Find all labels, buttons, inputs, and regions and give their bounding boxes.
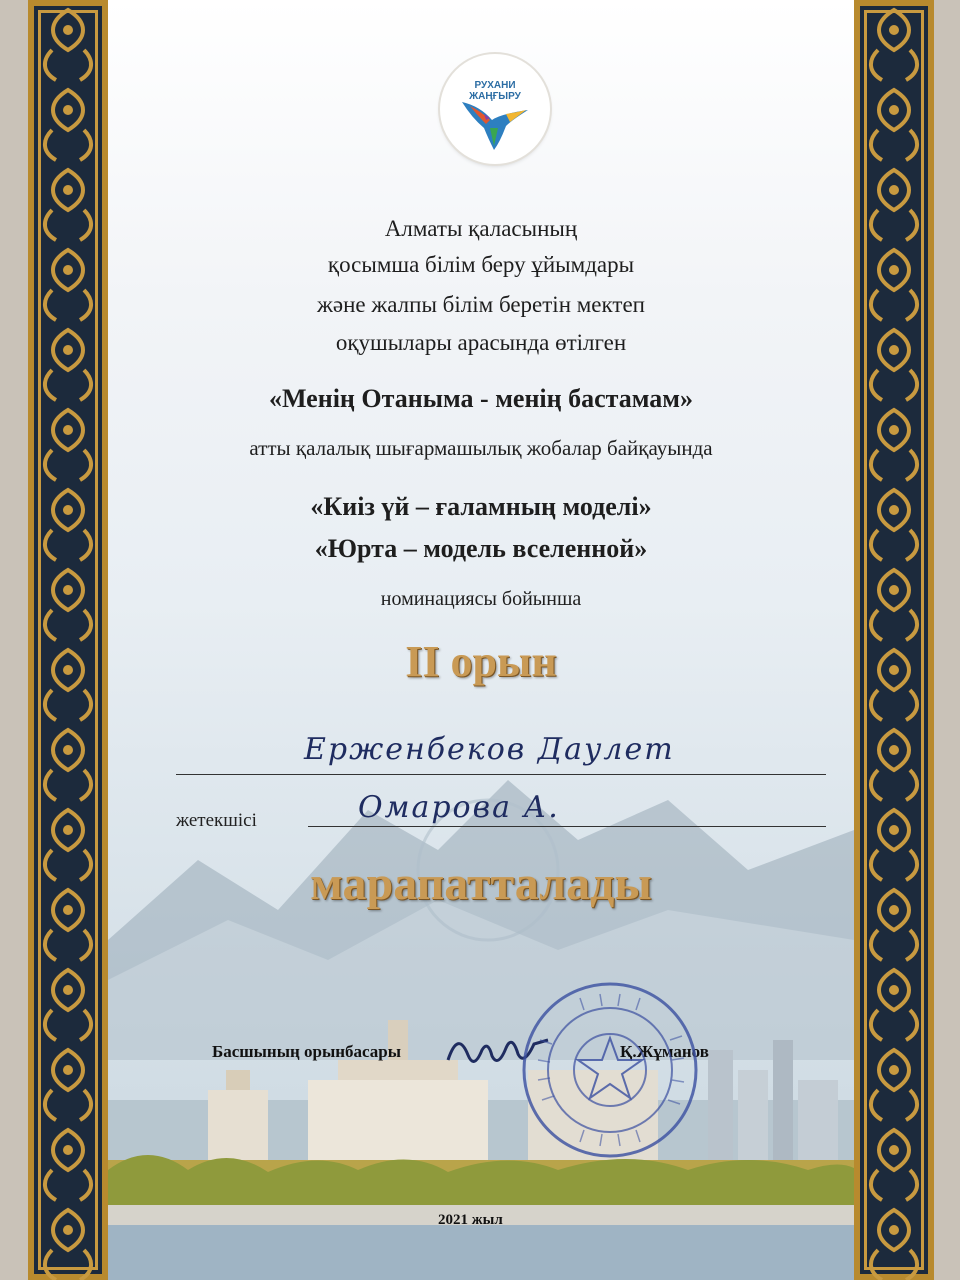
- ornament-motif: [45, 1210, 91, 1280]
- nomination-label: номинациясы бойынша: [380, 588, 582, 610]
- right-ornament-border: [854, 0, 934, 1280]
- ornament-motif: [871, 1130, 917, 1200]
- intro-line-1: Алматы қаласының: [384, 216, 578, 241]
- ornament-motif: [45, 170, 91, 240]
- ornament-motif: [871, 890, 917, 960]
- ornament-motif: [45, 650, 91, 720]
- ornament-motif: [871, 570, 917, 640]
- recipient-name: Ерженбеков Даулет: [304, 732, 675, 767]
- ornament-motif: [45, 90, 91, 160]
- ornament-motif: [45, 250, 91, 320]
- ornament-motif: [45, 1050, 91, 1120]
- ornament-motif: [45, 10, 91, 80]
- ornament-motif: [871, 170, 917, 240]
- ornament-motif: [45, 1130, 91, 1200]
- ornament-motif: [45, 890, 91, 960]
- intro-line-3: және жалпы білім беретін мектеп: [317, 292, 645, 317]
- signer-title: Басшының орынбасары: [212, 1042, 402, 1061]
- contest-title: «Менің Отаныма - менің бастамам»: [268, 384, 693, 413]
- ornament-motif: [871, 1210, 917, 1280]
- nomination-kazakh: «Киіз үй – ғаламның моделі»: [310, 492, 652, 521]
- ornament-motif: [871, 810, 917, 880]
- ornament-motif: [871, 970, 917, 1040]
- ornament-motif: [45, 970, 91, 1040]
- ornament-motif: [871, 250, 917, 320]
- signer-name: Қ.Жұманов: [620, 1042, 709, 1061]
- ornament-motif: [871, 490, 917, 560]
- recipient-underline: [176, 774, 826, 775]
- ornament-motif: [871, 410, 917, 480]
- certificate-body: [108, 0, 854, 1280]
- supervisor-label: жетекшісі: [176, 810, 257, 831]
- place-title: II орын: [405, 637, 557, 686]
- supervisor-underline: [308, 826, 826, 827]
- intro-line-2: қосымша білім беру ұйымдары: [327, 252, 635, 277]
- ornament-motif: [871, 1050, 917, 1120]
- left-ornament-border: [28, 0, 108, 1280]
- contest-description: атты қалалық шығармашылық жобалар байқауында: [249, 436, 713, 460]
- ornament-motif: [871, 730, 917, 800]
- ornament-motif: [871, 330, 917, 400]
- ornament-motif: [45, 730, 91, 800]
- rukhani-zhangyru-logo: [440, 54, 550, 164]
- year-label: 2021 жыл: [438, 1212, 503, 1228]
- ornament-motif: [871, 650, 917, 720]
- intro-line-4: оқушылары арасында өтілген: [335, 330, 627, 355]
- ornament-motif: [871, 10, 917, 80]
- ornament-motif: [45, 570, 91, 640]
- ornament-motif: [45, 410, 91, 480]
- ornament-motif: [45, 330, 91, 400]
- logo-text-line1: РУХАНИ: [474, 80, 516, 91]
- eagle-icon: [440, 54, 550, 164]
- award-word: марапатталады: [310, 857, 652, 910]
- logo-text-line2: ЖАҢҒЫРУ: [469, 91, 521, 102]
- supervisor-name: Омарова А.: [358, 790, 560, 825]
- nomination-russian: «Юрта – модель вселенной»: [314, 534, 648, 563]
- ornament-motif: [45, 810, 91, 880]
- official-stamp: [520, 980, 700, 1160]
- ornament-motif: [871, 90, 917, 160]
- ornament-motif: [45, 490, 91, 560]
